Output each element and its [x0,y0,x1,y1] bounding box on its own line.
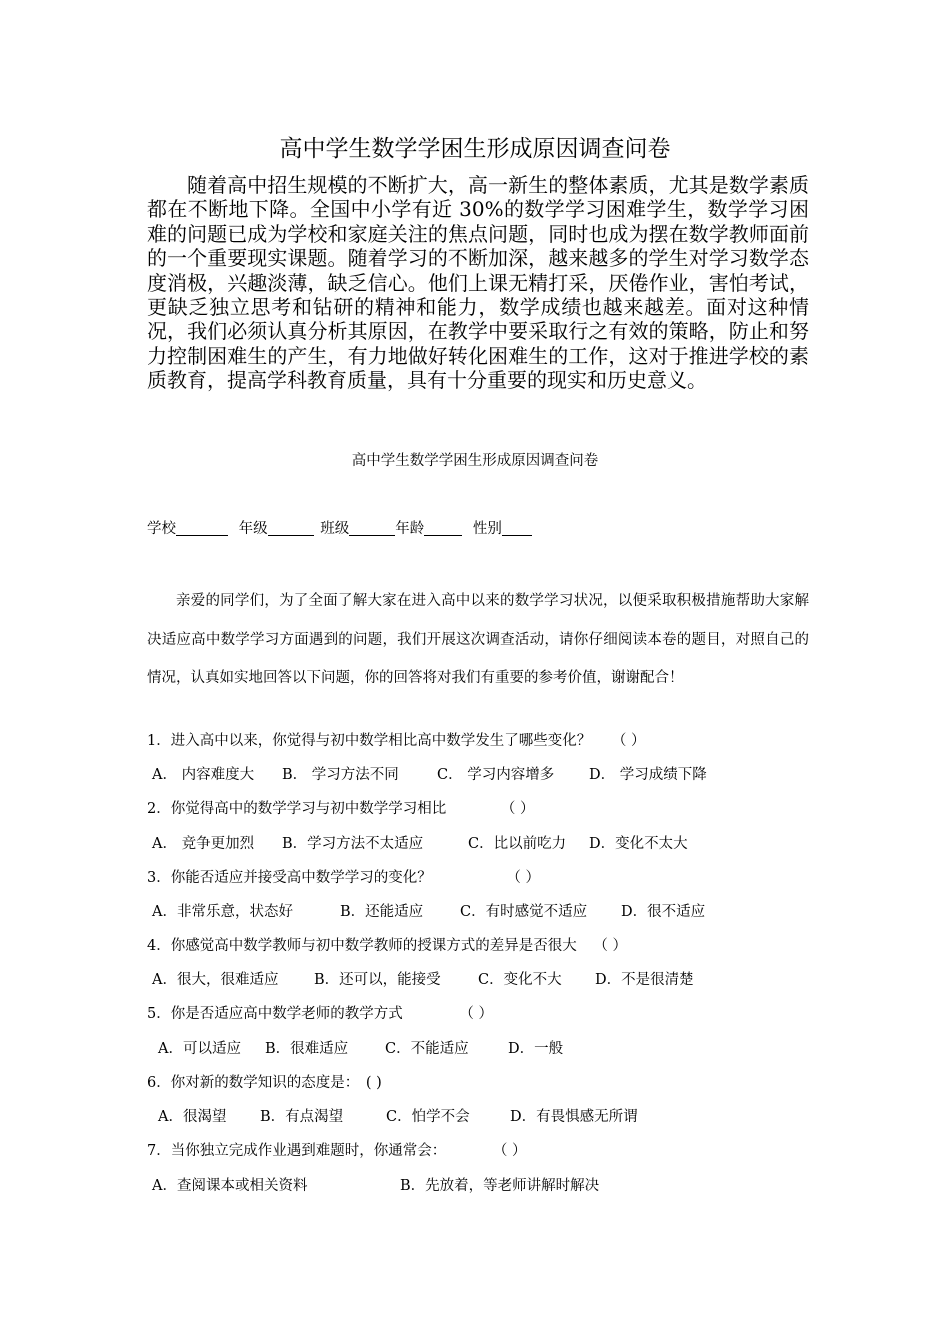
grade-label: 年级 [238,521,268,537]
option-d[interactable]: D．变化不太大 [589,836,688,852]
class-blank[interactable] [349,519,395,536]
answer-parens[interactable]: （ ） [492,1143,527,1159]
answer-parens[interactable]: （ ） [500,801,535,817]
question-5 [147,1004,493,1024]
options-3 [152,902,705,922]
option-a[interactable]: A．查阅课本或相关资料 [152,1178,308,1194]
option-b[interactable]: B．先放着，等老师讲解时解决 [400,1178,600,1194]
school-label: 学校 [147,521,176,537]
answer-parens[interactable]: （ ） [506,870,540,886]
question-text: 1．进入高中以来，你觉得与初中数学相比高中数学发生了哪些变化？ [147,733,592,749]
option-b[interactable]: B．还可以，能接受 [314,972,441,988]
options-5 [158,1039,563,1059]
option-c[interactable]: C．有时感觉不适应 [460,904,588,920]
answer-parens[interactable]: ( ) [365,1075,382,1091]
question-3 [147,868,540,888]
options-6 [158,1107,638,1127]
option-b[interactable]: B．很难适应 [265,1041,349,1057]
options-1 [152,765,707,785]
intro-paragraph: 随着高中招生规模的不断扩大，高一新生的整体素质，尤其是数学素质都在不断地下降。全国中小学有近 30%的数学学习困难学生，数学学习困难的问题已成为学校和家庭关注的焦点问题，同时也成为摆在数学教师面前的一个重要现实课题。随着学习的不断加深，越来越多的学生对学习数学态度消极，兴趣淡薄，缺乏信心。他们上课无精打采，厌倦作业，害怕考试，更缺乏独立思考和钻研的精神和能力，数学成绩也越来越差。面对这种情况，我们必须认真分析其原因，在教学中要采取行之有效的策略，防止和努力控制困难生的产生，有力地做好转化困难生的工作，这对于推进学校的素质教育，提高学科教育质量，具有十分重要的现实和历史意义。 [147,173,809,393]
age-blank[interactable] [424,519,462,536]
student-info-row [147,519,532,539]
option-d[interactable]: D． 学习成绩下降 [589,767,707,783]
option-c[interactable]: C．怕学不会 [386,1109,470,1125]
option-c[interactable]: C． 学习内容增多 [437,767,555,783]
question-text: 3．你能否适应并接受高中数学学习的变化？ [147,870,432,886]
option-d[interactable]: D．一般 [508,1041,564,1057]
question-text: 2．你觉得高中的数学学习与初中数学学习相比 [147,801,447,817]
answer-parens[interactable]: （ ） [611,733,646,749]
option-d[interactable]: D．不是很清楚 [595,972,694,988]
gender-blank[interactable] [502,519,532,536]
option-a[interactable]: A． 竞争更加烈 [152,836,255,852]
option-c[interactable]: C．不能适应 [385,1041,469,1057]
question-text: 7．当你独立完成作业遇到难题时，你通常会： [147,1143,447,1159]
options-7 [152,1176,599,1196]
answer-parens[interactable]: （ ） [593,938,627,954]
school-blank[interactable] [176,519,228,536]
option-d[interactable]: D．有畏惧感无所谓 [510,1109,638,1125]
answer-parens[interactable]: （ ） [459,1006,493,1022]
question-6 [147,1073,382,1093]
option-b[interactable]: B．有点渴望 [260,1109,344,1125]
options-4 [152,970,694,990]
options-2 [152,834,688,854]
grade-blank[interactable] [268,519,314,536]
option-a[interactable]: A．很大，很难适应 [152,972,279,988]
option-b[interactable]: B． 学习方法不同 [282,767,399,783]
option-c[interactable]: C．比以前吃力 [468,836,567,852]
option-b[interactable]: B．学习方法不太适应 [282,836,424,852]
question-text: 4．你感觉高中数学教师与初中数学教师的授课方式的差异是否很大 [147,938,577,954]
gender-label: 性别 [472,521,502,537]
question-7 [147,1141,526,1161]
option-b[interactable]: B．还能适应 [340,904,424,920]
question-text: 5．你是否适应高中数学老师的教学方式 [147,1006,403,1022]
class-label: 班级 [320,521,350,537]
option-a[interactable]: A．非常乐意，状态好 [152,904,293,920]
questionnaire-subtitle: 高中学生数学学困生形成原因调查问卷 [351,453,599,469]
age-label: 年龄 [395,521,425,537]
option-a[interactable]: A． 内容难度大 [152,767,255,783]
question-4 [147,936,627,956]
option-a[interactable]: A．很渴望 [158,1109,227,1125]
question-1 [147,731,645,751]
question-text: 6．你对新的数学知识的态度是： [147,1075,360,1091]
question-2 [147,799,534,819]
option-c[interactable]: C．变化不大 [478,972,562,988]
option-d[interactable]: D．很不适应 [621,904,706,920]
document-title: 高中学生数学学困生形成原因调查问卷 [279,136,671,162]
option-a[interactable]: A．可以适应 [158,1041,241,1057]
greeting-paragraph: 亲爱的同学们，为了全面了解大家在进入高中以来的数学学习状况，以便采取积极措施帮助大家解决适应高中数学学习方面遇到的问题，我们开展这次调查活动，请你仔细阅读本卷的题目，对照自己的情况，认真如实地回答以下问题，你的回答将对我们有重要的参考价值，谢谢配合！ [147,593,809,686]
